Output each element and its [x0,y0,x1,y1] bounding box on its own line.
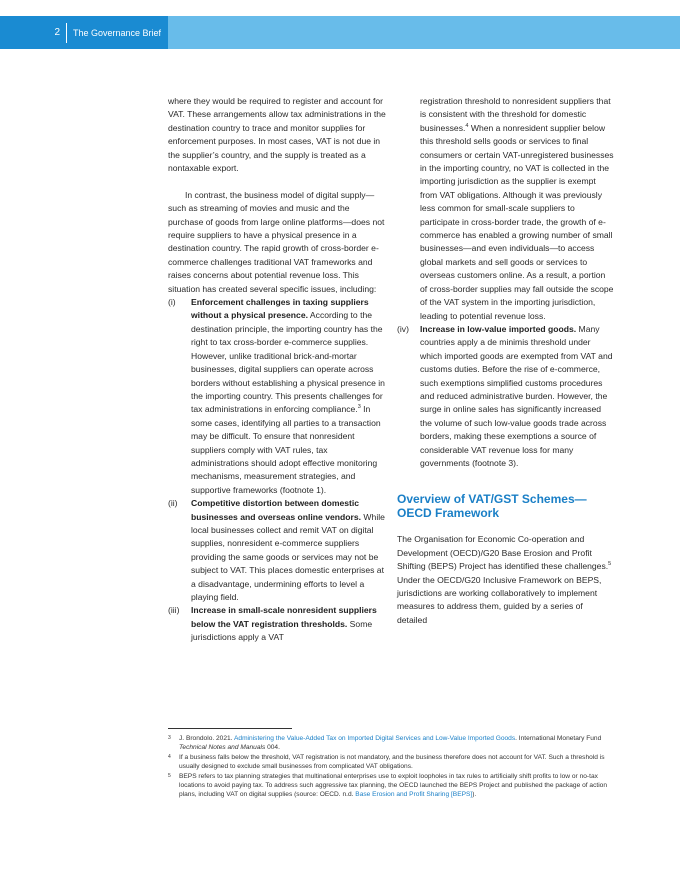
footnote-text: If a business falls below the threshold, VAT registration is not mandatory, and the business therefore does not account for VAT. Such a threshold is usually designed to exclude small businesses from complicated VAT obligations. [179,753,605,771]
list-item-text: registration threshold to nonresident suppliers that is consistent with the threshold for domestic businesses. [420,96,611,133]
list-item [168,296,386,497]
footnote-text: BEPS refers to tax planning strategies that multinational enterprises use to exploit loopholes in tax rules to artificially shift profits to low or no-tax locations to avoid paying tax. To address such aggressive tax planning, the OECD launched the BEPS Project and published the package of action plans, including VAT on digital supplies (source: OECD. n.d. [179,772,608,799]
footnote-italic: Technical Notes and Manuals [179,744,266,752]
list-item-text: Some jurisdictions apply a VAT [191,618,373,643]
list-item-text: Many countries apply a de minimis threshold under which imported goods are exempted from VAT and customs duties. Before the rise of e-commerce, such exemptions simplified customs procedures and reduced administrative burden. However, the surge in online sales has significantly increased the volume of such low-value goods trade across borders, making these exemptions a source of considerable VAT revenue loss for many governments (footnote 3). [420,323,613,468]
footnote-link[interactable]: Base Erosion and Profit Sharing [BEPS] [355,791,473,799]
page-number: 2 [54,27,60,38]
footnote [168,753,616,771]
footnote-ref: 4 [465,122,469,129]
footnote [168,734,616,752]
footnotes [168,734,616,800]
footnote-number: 3 [168,735,171,741]
paragraph: In contrast, the business model of digital supply—such as streaming of movies and music and the purchase of goods from large online platforms—does not require suppliers to have a physical presence in a destination country. The rapid growth of cross-border e-commerce challenges traditional VAT frameworks and raises concerns about potential revenue loss. This situation has created several specific issues, including: [168,189,385,294]
list-item-text: While local businesses collect and remit VAT on digital supplies, nonresident e-commerce suppliers providing the same goods or services may not be subject to VAT. This places domestic enterprises at a disadvantage, undermining efforts to level a playing field. [191,511,385,603]
footnote-ref: 3 [357,404,361,411]
footnote-text: . International Monetary Fund [515,735,602,742]
footnote-rule [168,728,292,729]
publication-title: The Governance Brief [73,27,162,38]
section-heading: Overview of VAT/GST Schemes—OECD Framework [397,492,587,521]
list-item-continued [397,95,614,323]
header-tab [0,16,168,49]
list-item [168,604,386,644]
footnote [168,772,616,800]
footnote-text: 004. [265,744,280,752]
list-number: (iv) [397,323,409,334]
right-column [397,95,614,627]
footnote-number: 5 [168,772,171,779]
list-number: (i) [168,297,176,308]
list-item [397,323,614,470]
left-column [168,95,386,645]
header-band [0,16,680,49]
footnote-ref: 5 [608,561,612,568]
footnote-text: J. Brondolo. 2021. [179,735,234,742]
list-number: (ii) [168,498,178,509]
list-item-text: In some cases, identifying all parties to a transaction may be difficult. To ensure that nonresident suppliers comply with VAT rules, tax administrations should adopt effective monitoring mechanisms, measurement strategies, and supportive frameworks (footnote 1). [191,404,381,495]
list-item [168,497,386,604]
paragraph-text: Under the OECD/G20 Inclusive Framework on BEPS, jurisdictions are working collaboratively to implement measures to address them, guided by a series of detailed [397,574,602,625]
list-item-text: When a nonresident supplier below this threshold sells goods or services to final consumers or certain VAT-unregistered businesses in the importing country, no VAT is collected in the importing jurisdiction as the supplier is exempt from VAT obligations. Although it was previously less common for small-scale suppliers to participate in cross-border trade, the growth of e-commerce has enabled a growing number of small businesses—and even individuals—to access global markets and sell goods or services to overseas customers online. As a result, a portion of cross-border supplies may fall outside the scope of the VAT system in the importing jurisdiction, leading to potential revenue loss. [420,122,614,321]
list-item-heading: Competitive distortion between domestic businesses and overseas online vendors. [191,498,362,522]
list-number: (iii) [168,605,180,616]
list-item-heading: Enforcement challenges in taxing suppliers without a physical presence. [191,297,369,321]
paragraph: where they would be required to register and account for VAT. These arrangements allow tax administrations in the destination country to trace and monitor supplies for enforcement purposes. In most cases, VAT is not due in the supplier’s country, and the supply is treated as a nontaxable export. [168,96,386,174]
paragraph [397,533,614,627]
list-item-heading: Increase in small-scale nonresident suppliers below the VAT registration thresholds. [191,605,377,629]
header-divider [66,23,67,43]
paragraph-text: The Organisation for Economic Co-operation and Development (OECD)/G20 Base Erosion and Profit Shifting (BEPS) Project has identified these challenges. [397,534,609,572]
footnote-text: ). [472,791,477,799]
list-item-heading: Increase in low-value imported goods. [420,323,577,334]
footnote-link[interactable]: Administering the Value-Added Tax on Imported Digital Services and Low-Value Imported Goods [234,735,516,742]
footnote-number: 4 [168,753,171,760]
list-item-text: According to the destination principle, the importing country has the right to tax cross-border e-commerce supplies. However, unlike traditional brick-and-mortar businesses, digital suppliers can operate across borders without establishing a physical presence in the importing country. This presents challenges for tax administrations in enforcing compliance. [191,310,385,415]
